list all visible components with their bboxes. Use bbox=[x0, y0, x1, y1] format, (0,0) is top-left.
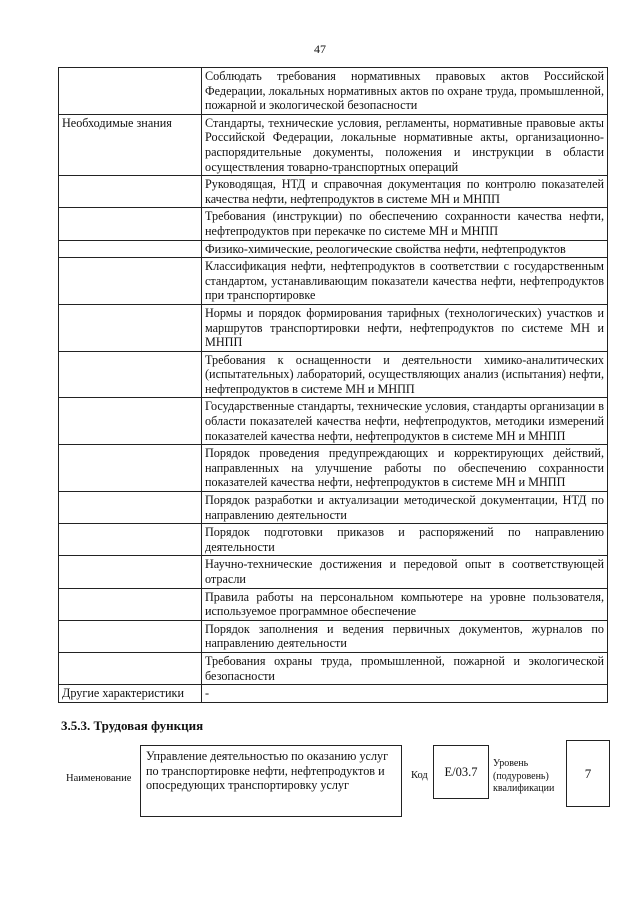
row-label bbox=[59, 556, 202, 588]
name-label: Наименование bbox=[66, 773, 132, 784]
row-label bbox=[59, 445, 202, 492]
row-text: Нормы и порядок формирования тарифных (технологических) участков и маршрутов транспортировки нефти, нефтепродуктов по системе МН и МНПП bbox=[202, 304, 608, 351]
table-row bbox=[59, 588, 608, 620]
row-label bbox=[59, 652, 202, 684]
row-text: Классификация нефти, нефтепродуктов в соответствии с государственным стандартом, устанавливающим показатели качества нефти, нефтепродуктов при транспортировке bbox=[202, 258, 608, 305]
table-row bbox=[59, 556, 608, 588]
level-value-box: 7 bbox=[566, 740, 610, 807]
row-text: Руководящая, НТД и справочная документация по контролю показателей качества нефти, нефтепродуктов в системе МН и МНПП bbox=[202, 176, 608, 208]
row-label bbox=[59, 620, 202, 652]
row-label bbox=[59, 258, 202, 305]
row-text: Порядок заполнения и ведения первичных документов, журналов по направлению деятельности bbox=[202, 620, 608, 652]
row-label bbox=[59, 351, 202, 398]
row-label bbox=[59, 68, 202, 115]
row-label bbox=[59, 176, 202, 208]
table-row bbox=[59, 445, 608, 492]
row-label bbox=[59, 524, 202, 556]
table-row bbox=[59, 258, 608, 305]
table-row bbox=[59, 652, 608, 684]
row-label bbox=[59, 398, 202, 445]
row-text: Требования к оснащенности и деятельности химико-аналитических (испытательных) лабораторий, осуществляющих анализ (испытания) нефти, нефтепродуктов в системе МН и МНПП bbox=[202, 351, 608, 398]
row-label: Другие характеристики bbox=[59, 685, 202, 703]
row-text: Физико-химические, реологические свойства нефти, нефтепродуктов bbox=[202, 240, 608, 258]
table-row bbox=[59, 240, 608, 258]
table-row bbox=[59, 685, 608, 703]
table-row bbox=[59, 304, 608, 351]
row-text: Требования охраны труда, промышленной, пожарной и экологической безопасности bbox=[202, 652, 608, 684]
row-text: Порядок проведения предупреждающих и корректирующих действий, направленных на улучшение работы по обеспечению сохранности показателей качества нефти, нефтепродуктов в системе МН и МНПП bbox=[202, 445, 608, 492]
row-text: Правила работы на персональном компьютере на уровне пользователя, используемое программное обеспечение bbox=[202, 588, 608, 620]
row-text: Порядок разработки и актуализации методической документации, НТД по направлению деятельности bbox=[202, 492, 608, 524]
code-label: Код bbox=[411, 770, 428, 781]
row-text: Стандарты, технические условия, регламенты, нормативные правовые акты Российской Федерации, локальные нормативные акты, организационно-распорядительные документы, положения и инструкции в области осуществления товарно-транспортных операций bbox=[202, 114, 608, 175]
row-text: - bbox=[202, 685, 608, 703]
row-text: Соблюдать требования нормативных правовых актов Российской Федерации, локальных нормативных актов по охране труда, промышленной, пожарной и экологической безопасности bbox=[202, 68, 608, 115]
row-label bbox=[59, 588, 202, 620]
table-row bbox=[59, 524, 608, 556]
table-row bbox=[59, 492, 608, 524]
row-label bbox=[59, 240, 202, 258]
row-text: Государственные стандарты, технические условия, стандарты организации в области показателей качества нефти, нефтепродуктов, методики измерений показателей качества нефти, нефтепродуктов в системе МН и МНПП bbox=[202, 398, 608, 445]
table-row bbox=[59, 114, 608, 175]
table-row bbox=[59, 176, 608, 208]
row-text: Требования (инструкции) по обеспечению сохранности качества нефти, нефтепродуктов при перекачке по системе МН и МНПП bbox=[202, 208, 608, 240]
row-label: Необходимые знания bbox=[59, 114, 202, 175]
knowledge-table bbox=[58, 67, 608, 703]
row-text: Порядок подготовки приказов и распоряжений по направлению деятельности bbox=[202, 524, 608, 556]
page-number: 47 bbox=[314, 42, 326, 56]
level-label: Уровень (подуровень) квалификации bbox=[493, 758, 555, 794]
row-label bbox=[59, 208, 202, 240]
row-label bbox=[59, 304, 202, 351]
function-code-box: E/03.7 bbox=[433, 745, 489, 799]
table-row bbox=[59, 208, 608, 240]
function-name-box: Управление деятельностью по оказанию услуг по транспортировке нефти, нефтепродуктов и опосредующих транспортировку услуг bbox=[140, 745, 402, 817]
table-row bbox=[59, 351, 608, 398]
row-label bbox=[59, 492, 202, 524]
row-text: Научно-технические достижения и передовой опыт в соответствующей отрасли bbox=[202, 556, 608, 588]
table-row bbox=[59, 620, 608, 652]
table-row bbox=[59, 398, 608, 445]
table-row bbox=[59, 68, 608, 115]
section-title: 3.5.3. Трудовая функция bbox=[61, 718, 204, 733]
